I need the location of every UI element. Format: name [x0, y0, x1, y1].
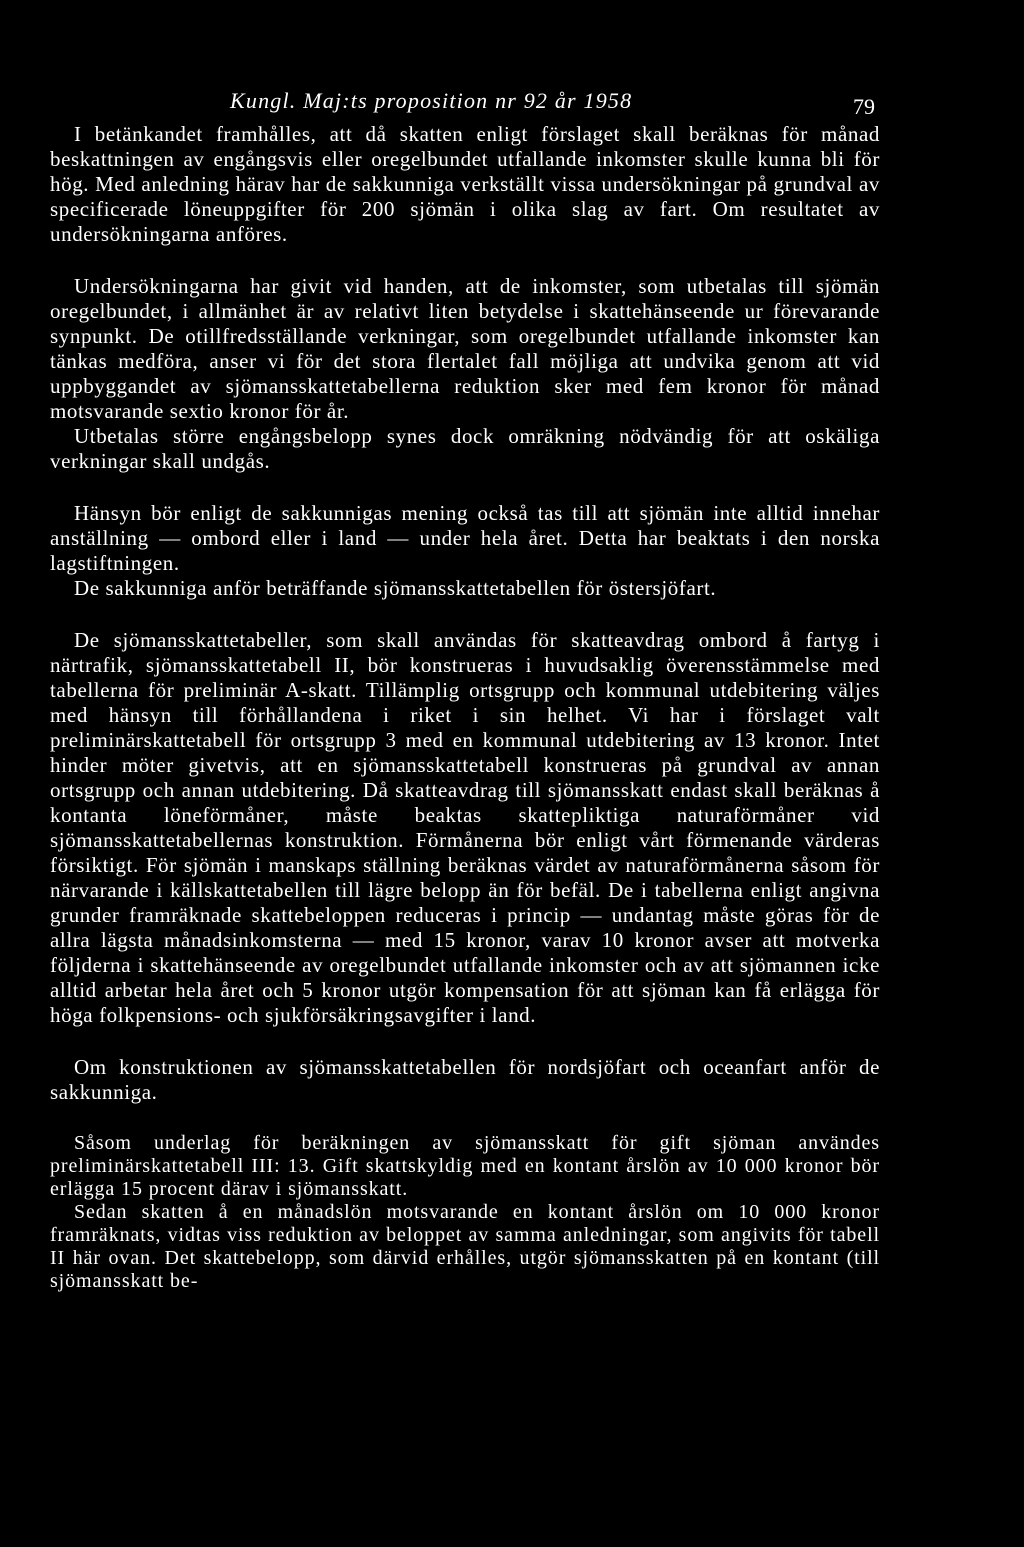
paragraph: De sakkunniga anför beträffande sjömansskattetabellen för östersjöfart. [74, 576, 717, 600]
paragraph: Undersökningarna har givit vid handen, att de inkomster, som utbetalas till sjömän oregelbundet, i allmänhet är av relativt liten betydelse i skattehänseende ur förevarande synpunkt. De otillfredsställande verkningar, som oregelbundet utfallande inkomster kan tänkas medföra, anser vi för det stora flertalet fall möjliga att undvika genom att vid uppbyggandet av sjömansskattetabellerna reduktion sker med fem kronor för månad motsvarande sextio kronor för år. [50, 274, 880, 423]
paragraph: Såsom underlag för beräkningen av sjömansskatt för gift sjöman användes preliminärskattetabell III: 13. Gift skattskyldig med en kontant årslön av 10 000 kronor bör erlägga 15 procent därav i sjömansskatt. [50, 1132, 880, 1200]
paragraph: Sedan skatten å en månadslön motsvarande en kontant årslön om 10 000 kronor framräknats, vidtas viss reduktion av beloppet av samma anledningar, som angivits för tabell II här ovan. Det skattebelopp, som därvid erhålles, utgör sjömansskatten på en kontant (till sjömansskatt be- [50, 1201, 880, 1292]
paragraph: Utbetalas större engångsbelopp synes dock omräkning nödvändig för att oskäliga verkningar skall undgås. [50, 424, 880, 473]
paragraph: Hänsyn bör enligt de sakkunnigas mening också tas till att sjömän inte alltid innehar anställning — ombord eller i land — under hela året. Detta har beaktats i den norska lagstiftningen. [50, 501, 880, 575]
paragraph: Om konstruktionen av sjömansskattetabellen för nordsjöfart och oceanfart anför de sakkunniga. [50, 1055, 880, 1104]
body-text [50, 122, 880, 1293]
running-title: Kungl. Maj:ts proposition nr 92 år 1958 [230, 88, 633, 113]
page-number: 79 [853, 94, 875, 119]
paragraph: I betänkandet framhålles, att då skatten enligt förslaget skall beräknas för månad beskattningen av engångsvis eller oregelbundet utfallande inkomster skulle kunna bli för hög. Med anledning härav har de sakkunniga verkställt vissa undersökningar på grundval av specificerade löneuppgifter för 200 sjömän i olika slag av fart. Om resultatet av undersökningarna anföres. [50, 122, 880, 246]
paragraph: De sjömansskattetabeller, som skall användas för skatteavdrag ombord å fartyg i närtrafik, sjömansskattetabell II, bör konstrueras i huvudsaklig överensstämmelse med tabellerna för preliminär A-skatt. Tillämplig ortsgrupp och kommunal utdebitering väljes med hänsyn till förhållandena i riket i sin helhet. Vi har i förslaget valt preliminärskattetabell för ortsgrupp 3 med en kommunal utdebitering av 13 kronor. Intet hinder möter givetvis, att en sjömansskattetabell konstrueras på grundval av annan ortsgrupp och annan utdebitering. Då skatteavdrag till sjömansskatt endast skall beräknas å kontanta löneförmåner, måste beaktas skattepliktiga naturaförmåner vid sjömansskattetabellernas konstruktion. Förmånerna bör enligt vårt förmenande värderas försiktigt. För sjömän i manskaps ställning beräknas värdet av naturaförmånerna såsom för närvarande i källskattetabellen till lägre belopp än för befäl. De i tabellerna enligt angivna grunder framräknade skattebeloppen reduceras i princip — undantag måste göras för de allra lägsta månadsinkomsterna — med 15 kronor, varav 10 kronor avser att motverka följderna i skattehänseende av oregelbundet utfallande inkomster och av att sjömannen icke alltid arbetar hela året och 5 kronor utgör kompensation för att sjöman kan få erlägga för höga folkpensions- och sjukförsäkringsavgifter i land. [50, 628, 880, 1027]
